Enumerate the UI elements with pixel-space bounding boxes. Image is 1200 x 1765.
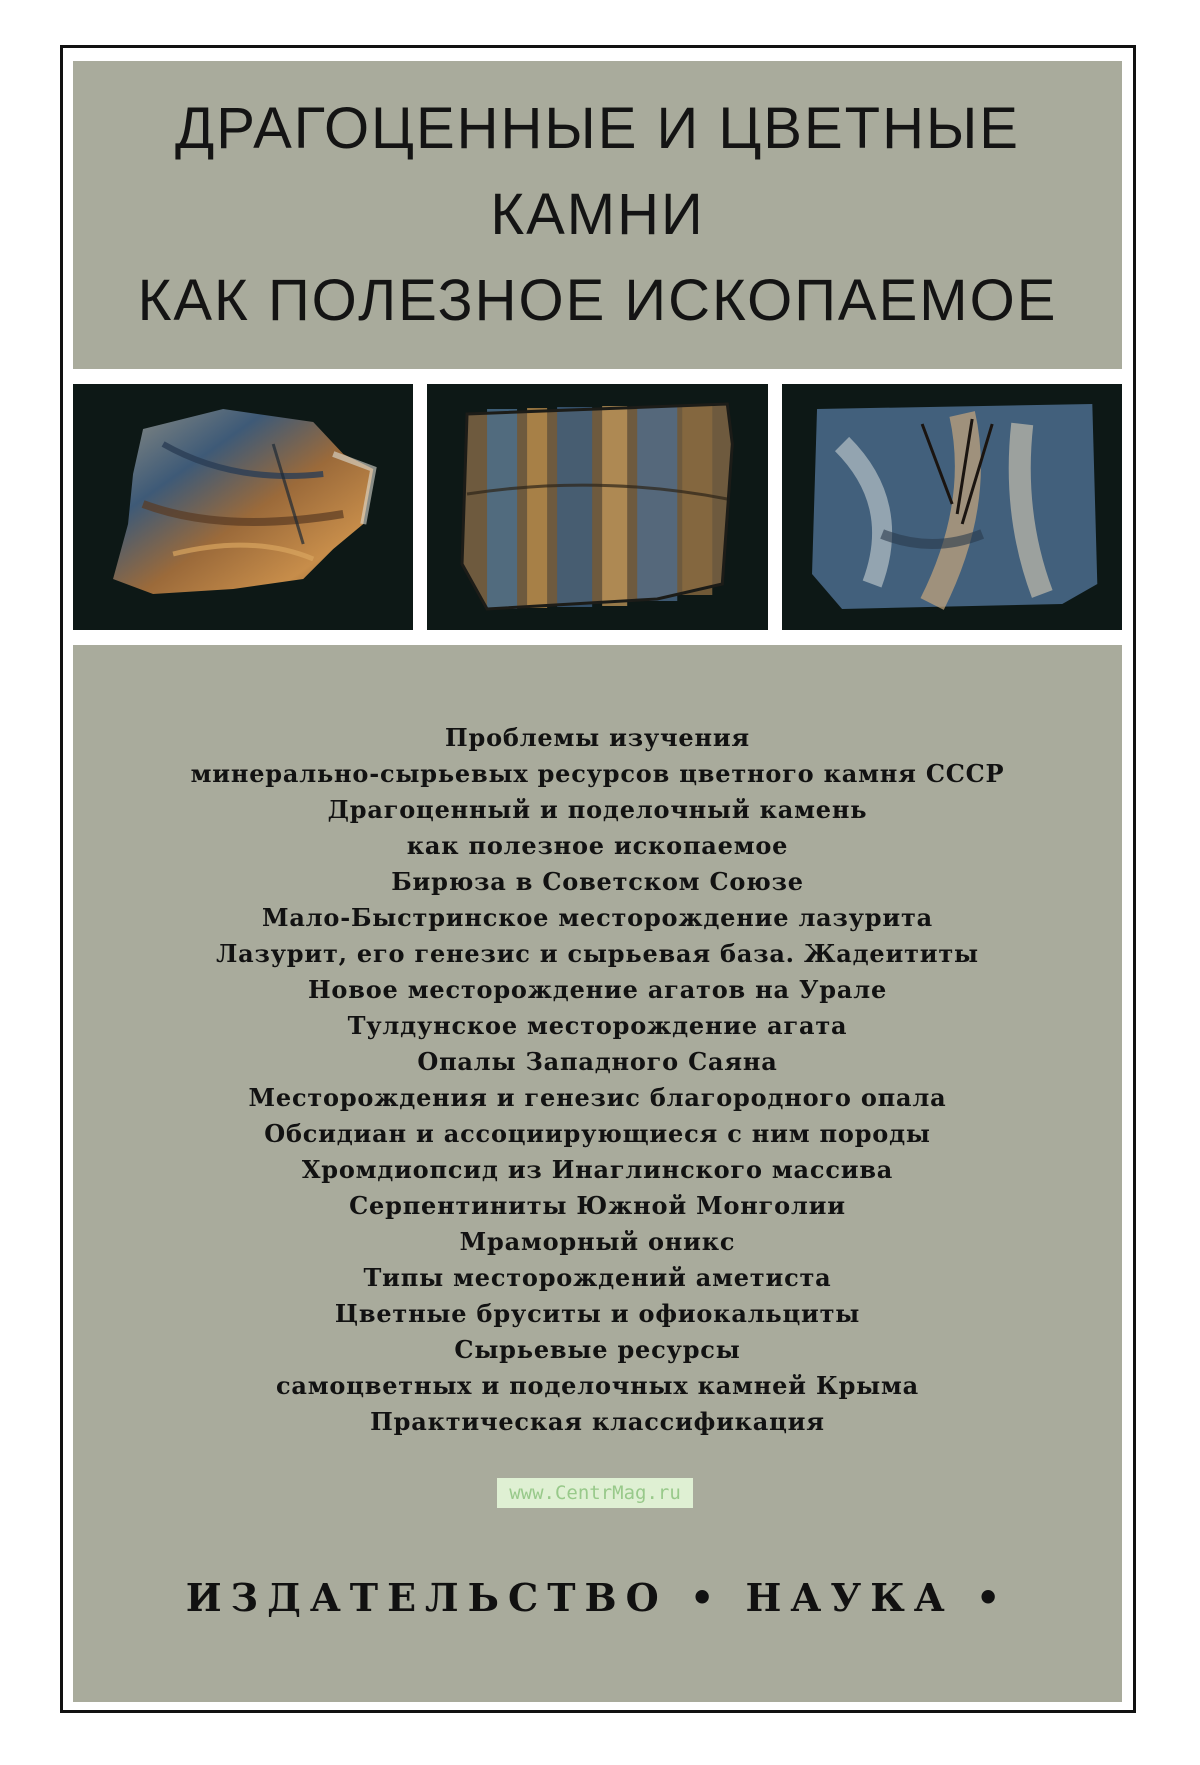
contents-item: Месторождения и генезис благородного опала [248,1083,947,1112]
contents-item: самоцветных и поделочных камней Крыма [275,1371,920,1400]
contents-item: Мало-Быстринское месторождение лазурита [261,903,934,932]
title-line-3: КАК ПОЛЕЗНОЕ ИСКОПАЕМОЕ [137,268,1058,333]
stone-slab-2-image [427,384,767,630]
contents-item: Новое месторождение агатов на Урале [307,975,888,1004]
stone-slab-3-image [782,384,1122,630]
stone-photo-2 [427,384,767,630]
contents-item: Серпентиниты Южной Монголии [349,1191,846,1220]
contents-item: Тулдунское месторождение агата [347,1011,848,1040]
stone-slab-1-image [73,384,413,630]
contents-item: минерально-сырьевых ресурсов цветного камня СССР [190,759,1005,788]
stone-photo-3 [782,384,1122,630]
title-line-2: КАМНИ [490,182,705,247]
contents-item: Мраморный оникс [459,1227,736,1256]
title-panel [73,61,1122,369]
contents-item: как полезное ископаемое [406,831,789,860]
contents-item: Драгоценный и поделочный камень [327,795,868,824]
book-cover [60,45,1136,1713]
contents-item: Сырьевые ресурсы [454,1335,741,1364]
contents-item: Хромдиопсид из Инаглинского массива [301,1155,894,1184]
contents-item: Обсидиан и ассоциирующиеся с ним породы [264,1119,931,1148]
title-line-1: ДРАГОЦЕННЫЕ И ЦВЕТНЫЕ [175,96,1020,161]
publisher-name: ИЗДАТЕЛЬСТВО • НАУКА • [185,1575,1010,1620]
watermark-link[interactable]: www.CentrMag.ru [497,1478,693,1508]
contents-list [73,720,1122,1440]
contents-item: Проблемы изучения [445,723,750,752]
stone-photo-strip [73,384,1122,630]
contents-item: Практическая классификация [370,1407,825,1436]
contents-item: Бирюза в Советском Союзе [391,867,804,896]
contents-item: Цветные бруситы и офиокальциты [334,1299,861,1328]
contents-item: Типы месторождений аметиста [363,1263,832,1292]
contents-panel [73,645,1122,1702]
contents-item: Лазурит, его генезис и сырьевая база. Жадеититы [216,939,979,968]
stone-photo-1 [73,384,413,630]
contents-item: Опалы Западного Саяна [417,1047,778,1076]
